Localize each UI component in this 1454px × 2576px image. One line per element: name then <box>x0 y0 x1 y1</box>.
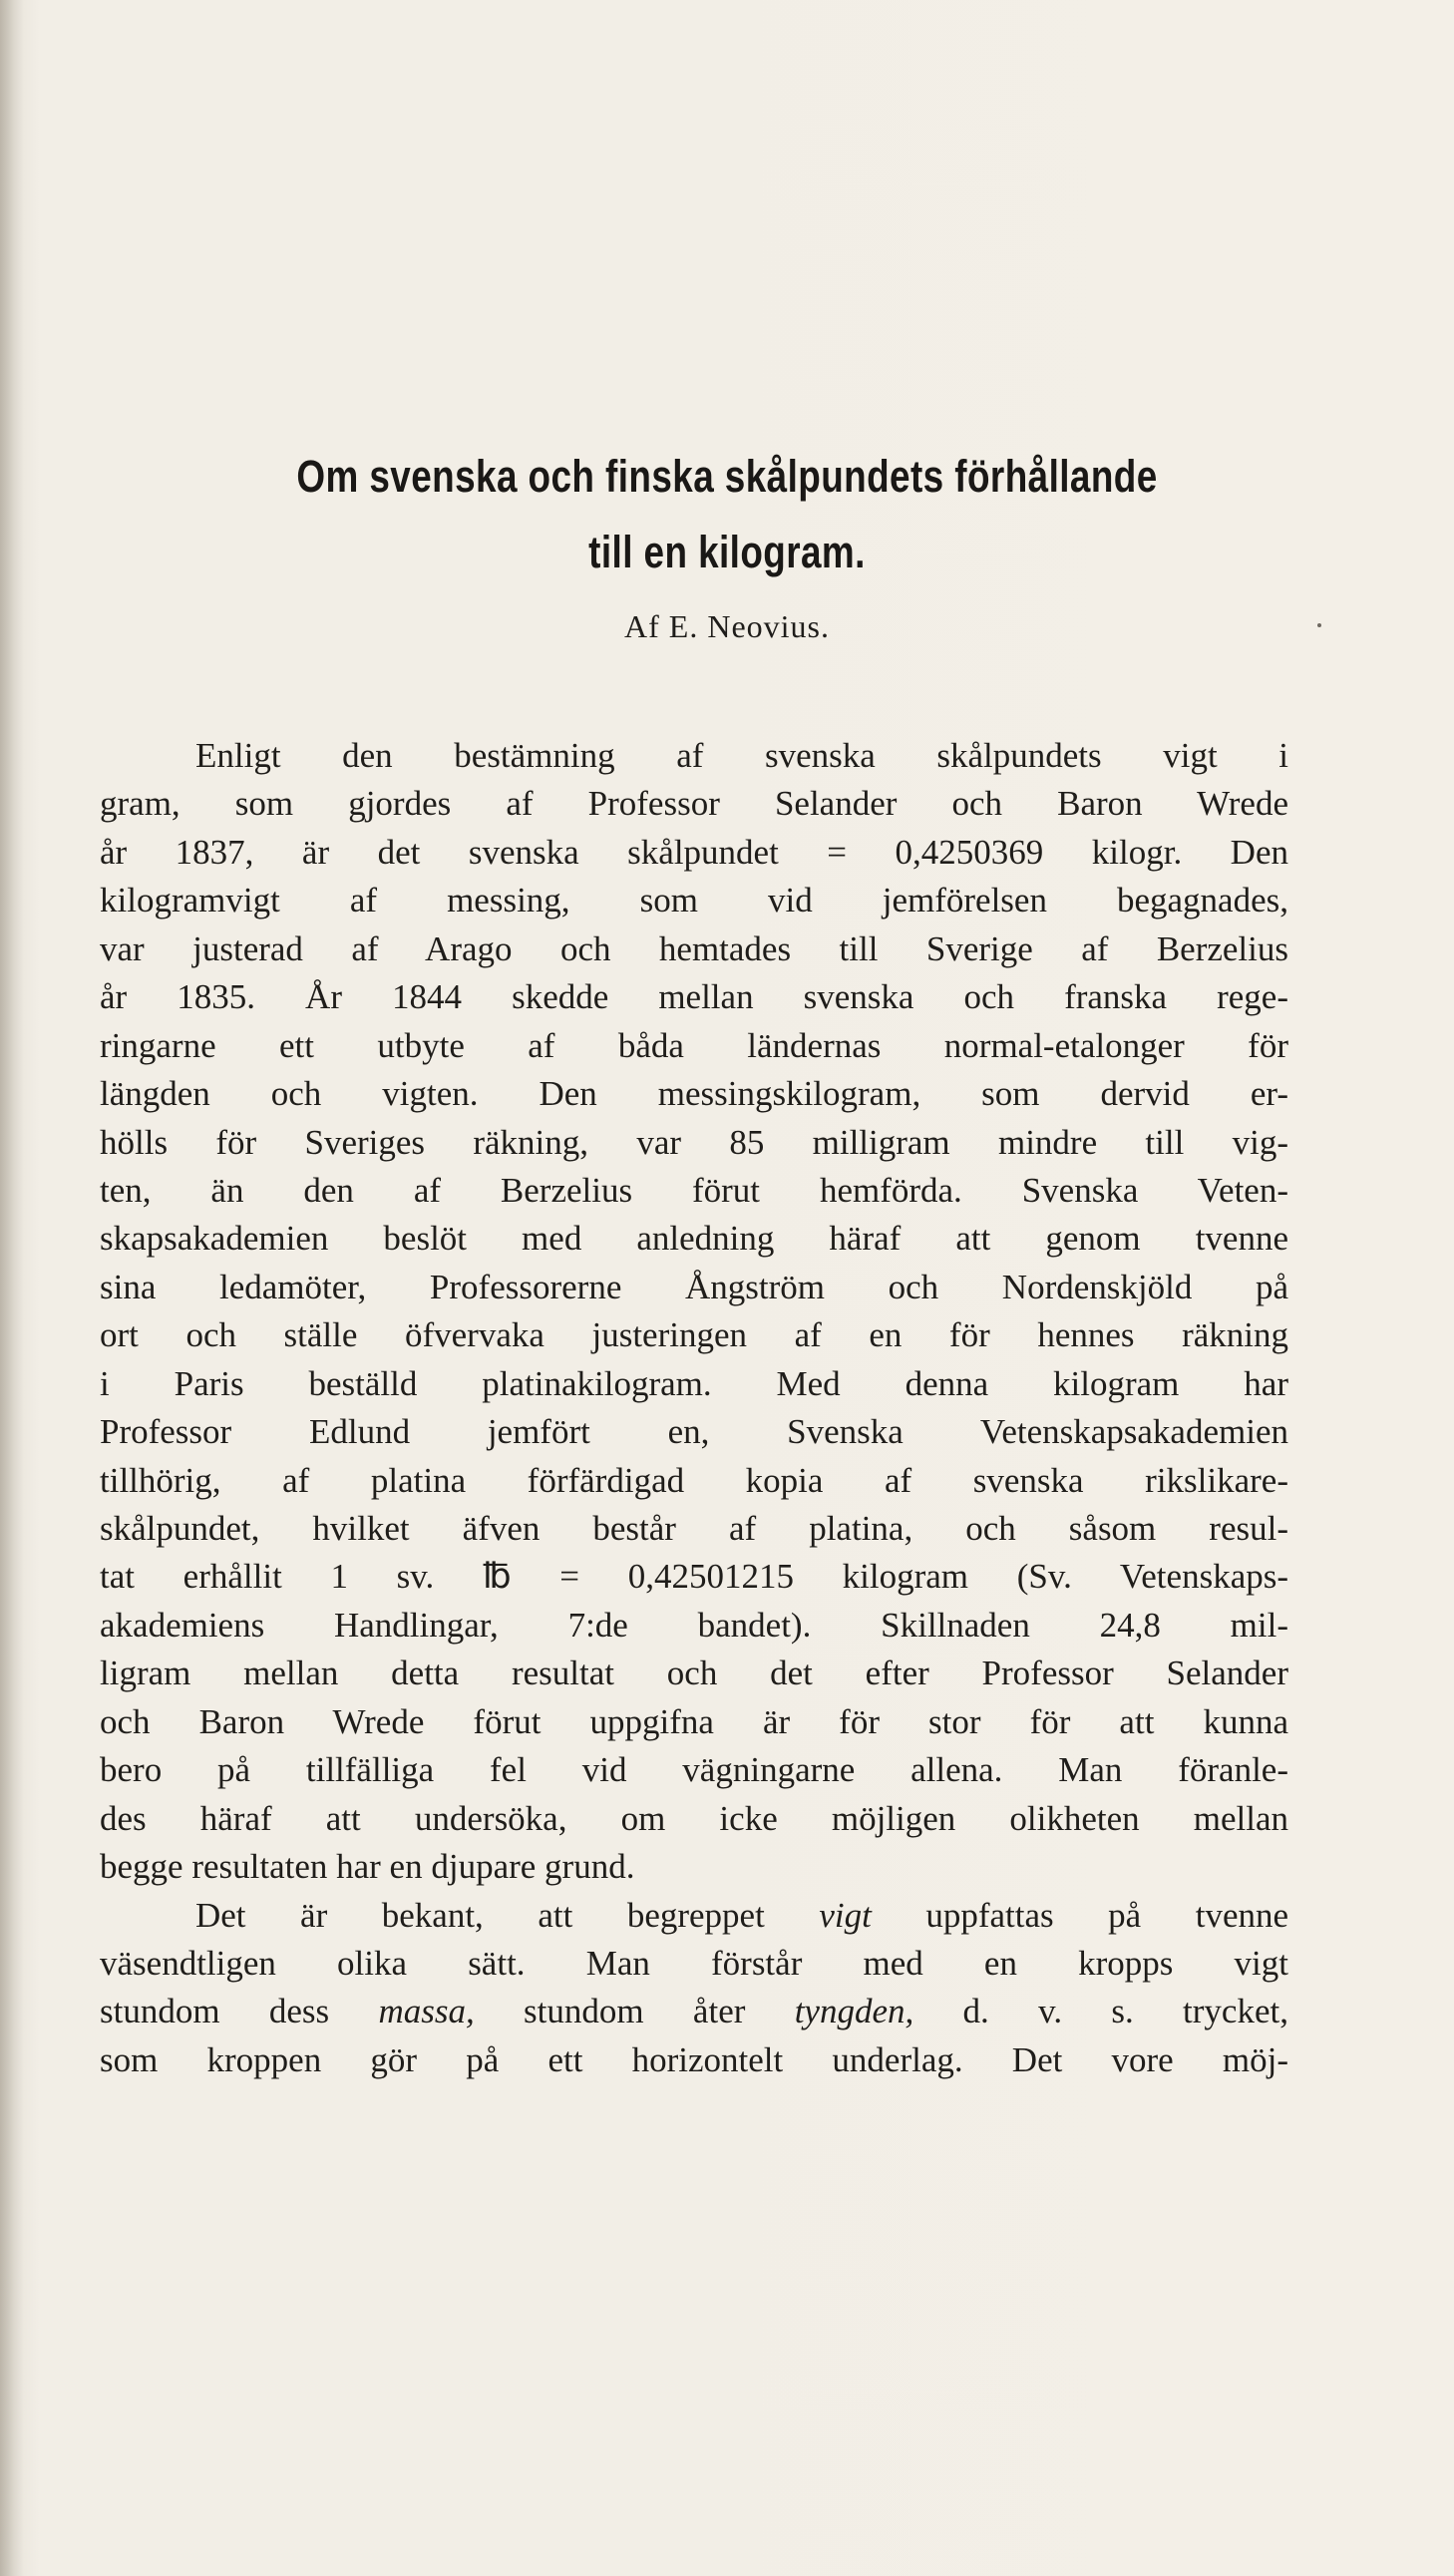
text-line: hölls för Sveriges räkning, var 85 milligram mindre till vig- <box>100 1122 1288 1162</box>
text-line: var justerad af Arago och hemtades till Sverige af Berzelius <box>100 928 1288 968</box>
text-line: tat erhållit 1 sv. ℔ = 0,42501215 kilogram (Sv. Vetenskaps- <box>100 1557 1288 1597</box>
text-line <box>100 1988 1288 2035</box>
article-title: Om svenska och finska skålpundets förhållande <box>296 451 1158 502</box>
text-run: stundom åter <box>474 1992 795 2031</box>
text-run: stundom dess <box>100 1992 379 2031</box>
emphasis: massa, <box>378 1992 475 2031</box>
text-line: gram, som gjordes af Professor Selander och Baron Wrede <box>100 784 1288 824</box>
emphasis: vigt <box>819 1895 872 1935</box>
print-speck <box>1317 623 1321 627</box>
text-line: skapsakademien beslöt med anledning häraf att genom tvenne <box>100 1219 1288 1259</box>
emphasis: tyngden, <box>794 1992 914 2031</box>
text-line: väsendtligen olika sätt. Man förstår med en kropps vigt <box>100 1943 1288 1983</box>
text-line: år 1837, är det svenska skålpundet = 0,4250369 kilogr. Den <box>100 832 1288 872</box>
text-line: tillhörig, af platina förfärdigad kopia af svenska rikslikare- <box>100 1460 1288 1500</box>
text-line: kilogramvigt af messing, som vid jemförelsen begagnades, <box>100 881 1288 920</box>
text-line: ligram mellan detta resultat och det efter Professor Selander <box>100 1654 1288 1693</box>
text-line: i Paris beställd platinakilogram. Med denna kilogram har <box>100 1363 1288 1403</box>
text-line: år 1835. År 1844 skedde mellan svenska och franska rege- <box>100 977 1288 1017</box>
text-line: ringarne ett utbyte af båda ländernas normal-etalonger för <box>100 1025 1288 1065</box>
text-line: ten, än den af Berzelius förut hemförda. Svenska Veten- <box>100 1170 1288 1210</box>
text-line: Professor Edlund jemfört en, Svenska Vetenskapsakademien <box>100 1412 1288 1452</box>
text-run: d. v. s. trycket, <box>913 1992 1288 2031</box>
text-line: längden och vigten. Den messingskilogram, som dervid er- <box>100 1074 1288 1114</box>
text-run: Det är bekant, att begreppet <box>195 1895 820 1935</box>
body-text <box>100 732 1288 2084</box>
text-run: uppfattas på tvenne <box>871 1895 1288 1935</box>
author-byline: Af E. Neovius. <box>624 608 830 644</box>
text-line: och Baron Wrede förut uppgifna är för stor för att kunna <box>100 1701 1288 1741</box>
text-line: som kroppen gör på ett horizontelt underlag. Det vore möj- <box>100 2039 1288 2079</box>
binding-shadow <box>0 0 24 2576</box>
text-line: sina ledamöter, Professorerne Ångström och Nordenskjöld på <box>100 1267 1288 1306</box>
text-line: skålpundet, hvilket äfven består af platina, och såsom resul- <box>100 1509 1288 1548</box>
text-line: ort och ställe öfvervaka justeringen af en för hennes räkning <box>100 1315 1288 1355</box>
text-line: Enligt den bestämning af svenska skålpundets vigt i <box>195 736 1288 775</box>
text-line: bero på tillfälliga fel vid vägningarne allena. Man föranle- <box>100 1750 1288 1790</box>
text-line <box>100 1892 1288 1940</box>
text-line: akademiens Handlingar, 7:de bandet). Skillnaden 24,8 mil- <box>100 1605 1288 1645</box>
article-title-continued: till en kilogram. <box>588 527 866 577</box>
text-line: begge resultaten har en djupare grund. <box>100 1847 635 1887</box>
text-line: des häraf att undersöka, om icke möjligen olikheten mellan <box>100 1798 1288 1838</box>
